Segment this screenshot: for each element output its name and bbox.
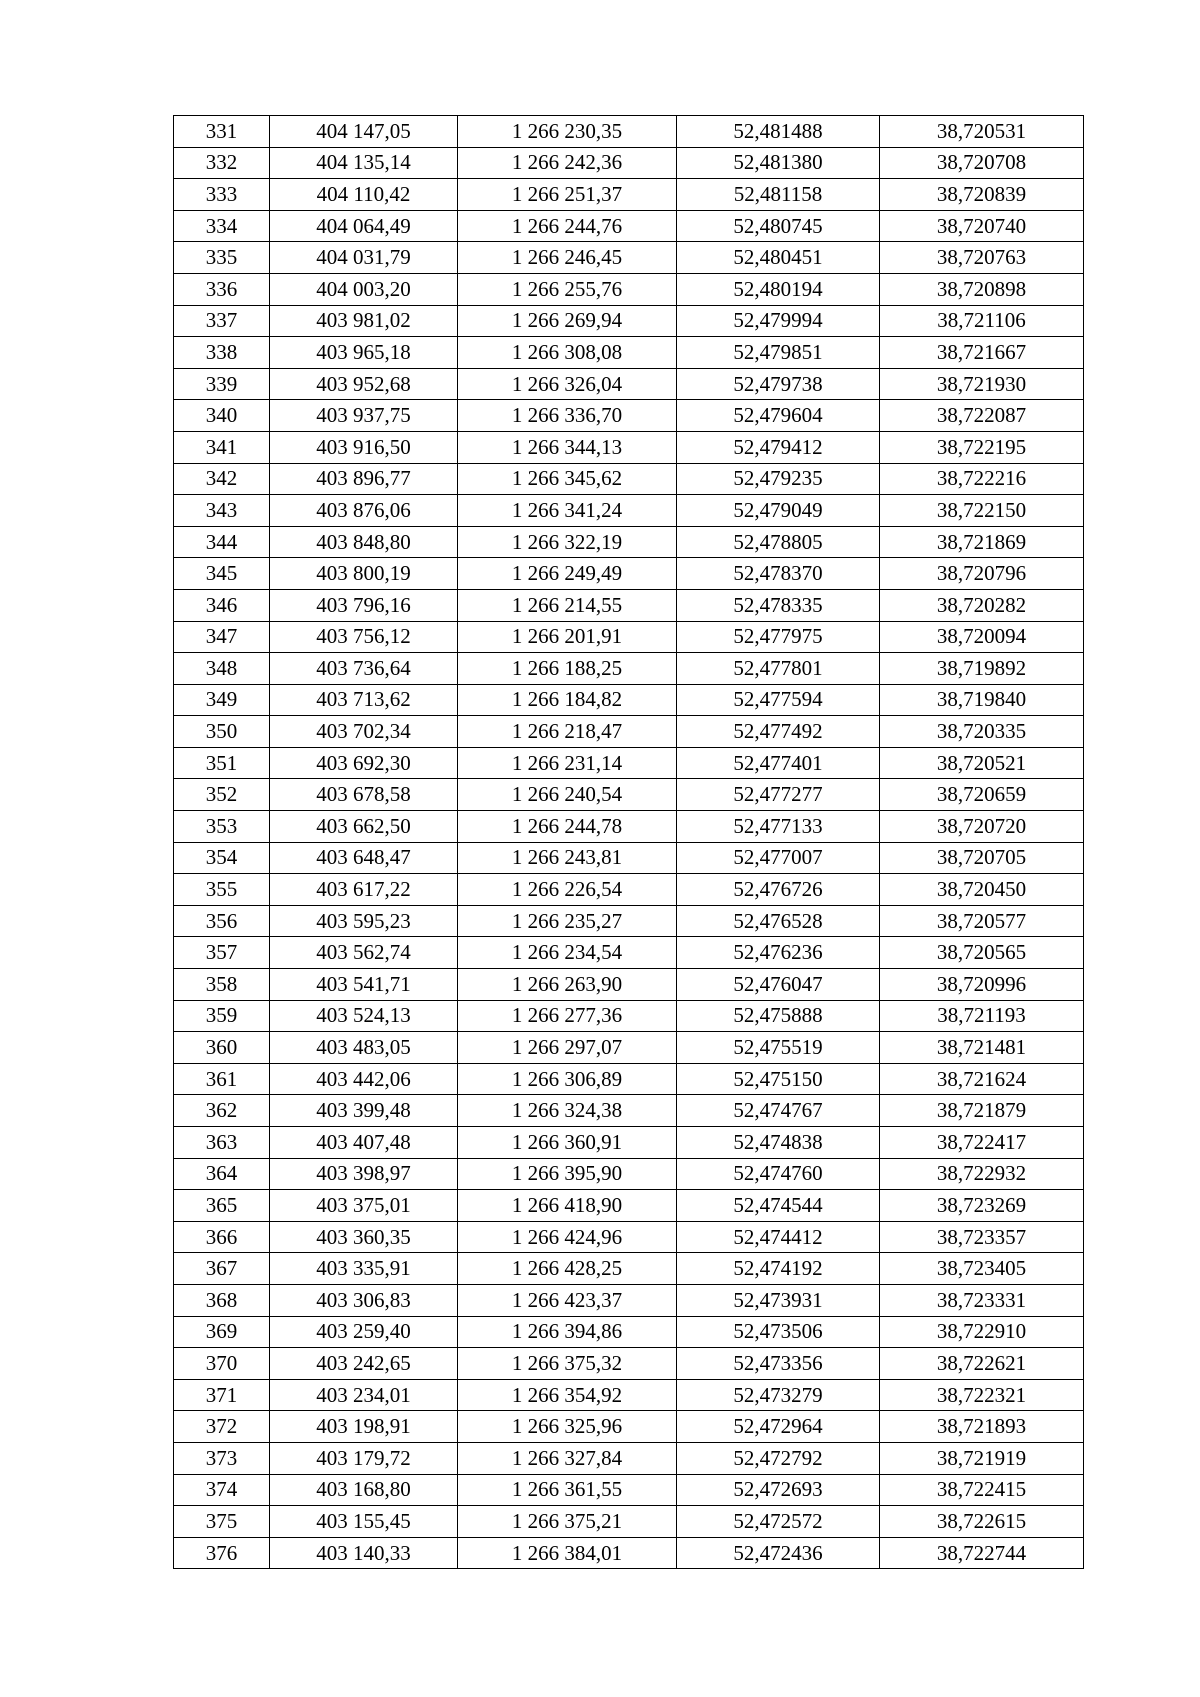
y-coordinate-cell: 1 266 354,92 bbox=[458, 1379, 677, 1411]
latitude-cell: 52,477007 bbox=[677, 842, 880, 874]
table-row bbox=[174, 1000, 1084, 1032]
latitude-cell: 52,472792 bbox=[677, 1442, 880, 1474]
y-coordinate-cell: 1 266 308,08 bbox=[458, 337, 677, 369]
x-coordinate-cell: 403 736,64 bbox=[270, 653, 458, 685]
table-row bbox=[174, 905, 1084, 937]
latitude-cell: 52,474760 bbox=[677, 1158, 880, 1190]
latitude-cell: 52,477133 bbox=[677, 811, 880, 843]
latitude-cell: 52,477492 bbox=[677, 716, 880, 748]
point-number-cell: 376 bbox=[174, 1537, 270, 1569]
y-coordinate-cell: 1 266 360,91 bbox=[458, 1127, 677, 1159]
y-coordinate-cell: 1 266 244,78 bbox=[458, 811, 677, 843]
point-number-cell: 353 bbox=[174, 811, 270, 843]
point-number-cell: 345 bbox=[174, 558, 270, 590]
point-number-cell: 362 bbox=[174, 1095, 270, 1127]
latitude-cell: 52,473931 bbox=[677, 1284, 880, 1316]
longitude-cell: 38,720763 bbox=[880, 242, 1084, 274]
x-coordinate-cell: 403 952,68 bbox=[270, 368, 458, 400]
point-number-cell: 367 bbox=[174, 1253, 270, 1285]
point-number-cell: 373 bbox=[174, 1442, 270, 1474]
point-number-cell: 334 bbox=[174, 210, 270, 242]
latitude-cell: 52,472436 bbox=[677, 1537, 880, 1569]
y-coordinate-cell: 1 266 234,54 bbox=[458, 937, 677, 969]
x-coordinate-cell: 403 595,23 bbox=[270, 905, 458, 937]
y-coordinate-cell: 1 266 375,21 bbox=[458, 1506, 677, 1538]
longitude-cell: 38,720450 bbox=[880, 874, 1084, 906]
x-coordinate-cell: 403 140,33 bbox=[270, 1537, 458, 1569]
latitude-cell: 52,475888 bbox=[677, 1000, 880, 1032]
latitude-cell: 52,479604 bbox=[677, 400, 880, 432]
table-row bbox=[174, 1095, 1084, 1127]
y-coordinate-cell: 1 266 255,76 bbox=[458, 273, 677, 305]
longitude-cell: 38,720720 bbox=[880, 811, 1084, 843]
point-number-cell: 368 bbox=[174, 1284, 270, 1316]
point-number-cell: 340 bbox=[174, 400, 270, 432]
latitude-cell: 52,478370 bbox=[677, 558, 880, 590]
longitude-cell: 38,721869 bbox=[880, 526, 1084, 558]
latitude-cell: 52,473356 bbox=[677, 1348, 880, 1380]
y-coordinate-cell: 1 266 235,27 bbox=[458, 905, 677, 937]
y-coordinate-cell: 1 266 246,45 bbox=[458, 242, 677, 274]
point-number-cell: 349 bbox=[174, 684, 270, 716]
table-row bbox=[174, 684, 1084, 716]
longitude-cell: 38,721930 bbox=[880, 368, 1084, 400]
longitude-cell: 38,721624 bbox=[880, 1063, 1084, 1095]
x-coordinate-cell: 403 375,01 bbox=[270, 1190, 458, 1222]
longitude-cell: 38,720565 bbox=[880, 937, 1084, 969]
table-row bbox=[174, 1379, 1084, 1411]
point-number-cell: 375 bbox=[174, 1506, 270, 1538]
x-coordinate-cell: 403 562,74 bbox=[270, 937, 458, 969]
table-row bbox=[174, 400, 1084, 432]
longitude-cell: 38,720659 bbox=[880, 779, 1084, 811]
table-row bbox=[174, 210, 1084, 242]
longitude-cell: 38,720996 bbox=[880, 969, 1084, 1001]
x-coordinate-cell: 403 876,06 bbox=[270, 495, 458, 527]
longitude-cell: 38,722417 bbox=[880, 1127, 1084, 1159]
x-coordinate-cell: 403 155,45 bbox=[270, 1506, 458, 1538]
point-number-cell: 338 bbox=[174, 337, 270, 369]
y-coordinate-cell: 1 266 326,04 bbox=[458, 368, 677, 400]
x-coordinate-cell: 403 398,97 bbox=[270, 1158, 458, 1190]
latitude-cell: 52,479235 bbox=[677, 463, 880, 495]
longitude-cell: 38,720898 bbox=[880, 273, 1084, 305]
longitude-cell: 38,723269 bbox=[880, 1190, 1084, 1222]
point-number-cell: 337 bbox=[174, 305, 270, 337]
latitude-cell: 52,473279 bbox=[677, 1379, 880, 1411]
y-coordinate-cell: 1 266 184,82 bbox=[458, 684, 677, 716]
longitude-cell: 38,721481 bbox=[880, 1032, 1084, 1064]
point-number-cell: 351 bbox=[174, 747, 270, 779]
x-coordinate-cell: 403 360,35 bbox=[270, 1221, 458, 1253]
y-coordinate-cell: 1 266 251,37 bbox=[458, 179, 677, 211]
latitude-cell: 52,479412 bbox=[677, 431, 880, 463]
latitude-cell: 52,477594 bbox=[677, 684, 880, 716]
latitude-cell: 52,479994 bbox=[677, 305, 880, 337]
latitude-cell: 52,472964 bbox=[677, 1411, 880, 1443]
point-number-cell: 341 bbox=[174, 431, 270, 463]
table-row bbox=[174, 1158, 1084, 1190]
latitude-cell: 52,481158 bbox=[677, 179, 880, 211]
table-row bbox=[174, 1506, 1084, 1538]
x-coordinate-cell: 403 541,71 bbox=[270, 969, 458, 1001]
x-coordinate-cell: 403 168,80 bbox=[270, 1474, 458, 1506]
y-coordinate-cell: 1 266 201,91 bbox=[458, 621, 677, 653]
y-coordinate-cell: 1 266 249,49 bbox=[458, 558, 677, 590]
x-coordinate-cell: 403 399,48 bbox=[270, 1095, 458, 1127]
latitude-cell: 52,475150 bbox=[677, 1063, 880, 1095]
latitude-cell: 52,478335 bbox=[677, 589, 880, 621]
y-coordinate-cell: 1 266 297,07 bbox=[458, 1032, 677, 1064]
y-coordinate-cell: 1 266 361,55 bbox=[458, 1474, 677, 1506]
y-coordinate-cell: 1 266 231,14 bbox=[458, 747, 677, 779]
x-coordinate-cell: 403 407,48 bbox=[270, 1127, 458, 1159]
latitude-cell: 52,479738 bbox=[677, 368, 880, 400]
longitude-cell: 38,720740 bbox=[880, 210, 1084, 242]
latitude-cell: 52,481380 bbox=[677, 147, 880, 179]
y-coordinate-cell: 1 266 218,47 bbox=[458, 716, 677, 748]
longitude-cell: 38,722195 bbox=[880, 431, 1084, 463]
longitude-cell: 38,722621 bbox=[880, 1348, 1084, 1380]
point-number-cell: 332 bbox=[174, 147, 270, 179]
longitude-cell: 38,722216 bbox=[880, 463, 1084, 495]
longitude-cell: 38,720521 bbox=[880, 747, 1084, 779]
x-coordinate-cell: 403 198,91 bbox=[270, 1411, 458, 1443]
latitude-cell: 52,476528 bbox=[677, 905, 880, 937]
point-number-cell: 335 bbox=[174, 242, 270, 274]
point-number-cell: 359 bbox=[174, 1000, 270, 1032]
table-row bbox=[174, 558, 1084, 590]
y-coordinate-cell: 1 266 242,36 bbox=[458, 147, 677, 179]
latitude-cell: 52,476726 bbox=[677, 874, 880, 906]
x-coordinate-cell: 403 179,72 bbox=[270, 1442, 458, 1474]
coordinates-table bbox=[173, 115, 1084, 1569]
latitude-cell: 52,474767 bbox=[677, 1095, 880, 1127]
point-number-cell: 342 bbox=[174, 463, 270, 495]
longitude-cell: 38,721879 bbox=[880, 1095, 1084, 1127]
x-coordinate-cell: 404 003,20 bbox=[270, 273, 458, 305]
point-number-cell: 357 bbox=[174, 937, 270, 969]
y-coordinate-cell: 1 266 214,55 bbox=[458, 589, 677, 621]
latitude-cell: 52,481488 bbox=[677, 116, 880, 148]
x-coordinate-cell: 403 756,12 bbox=[270, 621, 458, 653]
x-coordinate-cell: 403 662,50 bbox=[270, 811, 458, 843]
table-row bbox=[174, 1537, 1084, 1569]
latitude-cell: 52,474412 bbox=[677, 1221, 880, 1253]
table-row bbox=[174, 368, 1084, 400]
point-number-cell: 369 bbox=[174, 1316, 270, 1348]
x-coordinate-cell: 403 796,16 bbox=[270, 589, 458, 621]
y-coordinate-cell: 1 266 324,38 bbox=[458, 1095, 677, 1127]
x-coordinate-cell: 403 981,02 bbox=[270, 305, 458, 337]
table-row bbox=[174, 653, 1084, 685]
longitude-cell: 38,723405 bbox=[880, 1253, 1084, 1285]
point-number-cell: 370 bbox=[174, 1348, 270, 1380]
table-row bbox=[174, 937, 1084, 969]
point-number-cell: 355 bbox=[174, 874, 270, 906]
point-number-cell: 356 bbox=[174, 905, 270, 937]
table-row bbox=[174, 1190, 1084, 1222]
table-row bbox=[174, 1127, 1084, 1159]
latitude-cell: 52,472693 bbox=[677, 1474, 880, 1506]
x-coordinate-cell: 403 848,80 bbox=[270, 526, 458, 558]
y-coordinate-cell: 1 266 263,90 bbox=[458, 969, 677, 1001]
y-coordinate-cell: 1 266 428,25 bbox=[458, 1253, 677, 1285]
y-coordinate-cell: 1 266 322,19 bbox=[458, 526, 677, 558]
x-coordinate-cell: 404 147,05 bbox=[270, 116, 458, 148]
y-coordinate-cell: 1 266 240,54 bbox=[458, 779, 677, 811]
longitude-cell: 38,722321 bbox=[880, 1379, 1084, 1411]
point-number-cell: 352 bbox=[174, 779, 270, 811]
coordinates-table-body bbox=[174, 116, 1084, 1569]
y-coordinate-cell: 1 266 336,70 bbox=[458, 400, 677, 432]
longitude-cell: 38,720335 bbox=[880, 716, 1084, 748]
longitude-cell: 38,720839 bbox=[880, 179, 1084, 211]
longitude-cell: 38,720705 bbox=[880, 842, 1084, 874]
y-coordinate-cell: 1 266 226,54 bbox=[458, 874, 677, 906]
y-coordinate-cell: 1 266 269,94 bbox=[458, 305, 677, 337]
point-number-cell: 372 bbox=[174, 1411, 270, 1443]
table-row bbox=[174, 874, 1084, 906]
point-number-cell: 346 bbox=[174, 589, 270, 621]
latitude-cell: 52,474192 bbox=[677, 1253, 880, 1285]
table-row bbox=[174, 526, 1084, 558]
x-coordinate-cell: 403 617,22 bbox=[270, 874, 458, 906]
longitude-cell: 38,719892 bbox=[880, 653, 1084, 685]
longitude-cell: 38,719840 bbox=[880, 684, 1084, 716]
longitude-cell: 38,721667 bbox=[880, 337, 1084, 369]
y-coordinate-cell: 1 266 345,62 bbox=[458, 463, 677, 495]
latitude-cell: 52,480194 bbox=[677, 273, 880, 305]
point-number-cell: 363 bbox=[174, 1127, 270, 1159]
table-row bbox=[174, 337, 1084, 369]
point-number-cell: 354 bbox=[174, 842, 270, 874]
longitude-cell: 38,720094 bbox=[880, 621, 1084, 653]
x-coordinate-cell: 404 031,79 bbox=[270, 242, 458, 274]
table-row bbox=[174, 1442, 1084, 1474]
table-row bbox=[174, 1253, 1084, 1285]
table-row bbox=[174, 811, 1084, 843]
point-number-cell: 347 bbox=[174, 621, 270, 653]
point-number-cell: 350 bbox=[174, 716, 270, 748]
point-number-cell: 371 bbox=[174, 1379, 270, 1411]
x-coordinate-cell: 403 702,34 bbox=[270, 716, 458, 748]
longitude-cell: 38,720577 bbox=[880, 905, 1084, 937]
point-number-cell: 358 bbox=[174, 969, 270, 1001]
x-coordinate-cell: 403 965,18 bbox=[270, 337, 458, 369]
table-row bbox=[174, 842, 1084, 874]
y-coordinate-cell: 1 266 423,37 bbox=[458, 1284, 677, 1316]
latitude-cell: 52,472572 bbox=[677, 1506, 880, 1538]
table-row bbox=[174, 589, 1084, 621]
x-coordinate-cell: 404 135,14 bbox=[270, 147, 458, 179]
longitude-cell: 38,720531 bbox=[880, 116, 1084, 148]
latitude-cell: 52,480451 bbox=[677, 242, 880, 274]
latitude-cell: 52,476047 bbox=[677, 969, 880, 1001]
longitude-cell: 38,721893 bbox=[880, 1411, 1084, 1443]
y-coordinate-cell: 1 266 418,90 bbox=[458, 1190, 677, 1222]
table-row bbox=[174, 179, 1084, 211]
table-row bbox=[174, 305, 1084, 337]
x-coordinate-cell: 403 242,65 bbox=[270, 1348, 458, 1380]
x-coordinate-cell: 403 678,58 bbox=[270, 779, 458, 811]
x-coordinate-cell: 403 692,30 bbox=[270, 747, 458, 779]
x-coordinate-cell: 403 937,75 bbox=[270, 400, 458, 432]
x-coordinate-cell: 403 442,06 bbox=[270, 1063, 458, 1095]
point-number-cell: 365 bbox=[174, 1190, 270, 1222]
latitude-cell: 52,480745 bbox=[677, 210, 880, 242]
longitude-cell: 38,721919 bbox=[880, 1442, 1084, 1474]
point-number-cell: 361 bbox=[174, 1063, 270, 1095]
table-row bbox=[174, 779, 1084, 811]
x-coordinate-cell: 403 524,13 bbox=[270, 1000, 458, 1032]
point-number-cell: 343 bbox=[174, 495, 270, 527]
longitude-cell: 38,722087 bbox=[880, 400, 1084, 432]
latitude-cell: 52,479049 bbox=[677, 495, 880, 527]
longitude-cell: 38,720708 bbox=[880, 147, 1084, 179]
y-coordinate-cell: 1 266 325,96 bbox=[458, 1411, 677, 1443]
table-row bbox=[174, 1032, 1084, 1064]
y-coordinate-cell: 1 266 244,76 bbox=[458, 210, 677, 242]
longitude-cell: 38,721106 bbox=[880, 305, 1084, 337]
longitude-cell: 38,722910 bbox=[880, 1316, 1084, 1348]
x-coordinate-cell: 403 648,47 bbox=[270, 842, 458, 874]
latitude-cell: 52,477801 bbox=[677, 653, 880, 685]
y-coordinate-cell: 1 266 341,24 bbox=[458, 495, 677, 527]
y-coordinate-cell: 1 266 327,84 bbox=[458, 1442, 677, 1474]
y-coordinate-cell: 1 266 384,01 bbox=[458, 1537, 677, 1569]
point-number-cell: 374 bbox=[174, 1474, 270, 1506]
table-row bbox=[174, 495, 1084, 527]
table-row bbox=[174, 1063, 1084, 1095]
x-coordinate-cell: 403 916,50 bbox=[270, 431, 458, 463]
point-number-cell: 339 bbox=[174, 368, 270, 400]
x-coordinate-cell: 403 306,83 bbox=[270, 1284, 458, 1316]
point-number-cell: 366 bbox=[174, 1221, 270, 1253]
point-number-cell: 348 bbox=[174, 653, 270, 685]
table-row bbox=[174, 716, 1084, 748]
latitude-cell: 52,479851 bbox=[677, 337, 880, 369]
longitude-cell: 38,723331 bbox=[880, 1284, 1084, 1316]
point-number-cell: 364 bbox=[174, 1158, 270, 1190]
y-coordinate-cell: 1 266 344,13 bbox=[458, 431, 677, 463]
longitude-cell: 38,720796 bbox=[880, 558, 1084, 590]
latitude-cell: 52,476236 bbox=[677, 937, 880, 969]
table-row bbox=[174, 747, 1084, 779]
longitude-cell: 38,722150 bbox=[880, 495, 1084, 527]
table-row bbox=[174, 621, 1084, 653]
point-number-cell: 333 bbox=[174, 179, 270, 211]
latitude-cell: 52,477975 bbox=[677, 621, 880, 653]
longitude-cell: 38,721193 bbox=[880, 1000, 1084, 1032]
y-coordinate-cell: 1 266 394,86 bbox=[458, 1316, 677, 1348]
table-row bbox=[174, 273, 1084, 305]
x-coordinate-cell: 404 110,42 bbox=[270, 179, 458, 211]
latitude-cell: 52,477401 bbox=[677, 747, 880, 779]
y-coordinate-cell: 1 266 395,90 bbox=[458, 1158, 677, 1190]
x-coordinate-cell: 403 896,77 bbox=[270, 463, 458, 495]
table-row bbox=[174, 1411, 1084, 1443]
point-number-cell: 344 bbox=[174, 526, 270, 558]
latitude-cell: 52,474544 bbox=[677, 1190, 880, 1222]
latitude-cell: 52,475519 bbox=[677, 1032, 880, 1064]
y-coordinate-cell: 1 266 188,25 bbox=[458, 653, 677, 685]
table-row bbox=[174, 1284, 1084, 1316]
latitude-cell: 52,473506 bbox=[677, 1316, 880, 1348]
table-row bbox=[174, 1474, 1084, 1506]
x-coordinate-cell: 403 335,91 bbox=[270, 1253, 458, 1285]
y-coordinate-cell: 1 266 277,36 bbox=[458, 1000, 677, 1032]
y-coordinate-cell: 1 266 306,89 bbox=[458, 1063, 677, 1095]
y-coordinate-cell: 1 266 230,35 bbox=[458, 116, 677, 148]
table-row bbox=[174, 1348, 1084, 1380]
latitude-cell: 52,477277 bbox=[677, 779, 880, 811]
x-coordinate-cell: 404 064,49 bbox=[270, 210, 458, 242]
table-row bbox=[174, 969, 1084, 1001]
y-coordinate-cell: 1 266 243,81 bbox=[458, 842, 677, 874]
longitude-cell: 38,722744 bbox=[880, 1537, 1084, 1569]
table-row bbox=[174, 1316, 1084, 1348]
table-row bbox=[174, 116, 1084, 148]
point-number-cell: 336 bbox=[174, 273, 270, 305]
longitude-cell: 38,720282 bbox=[880, 589, 1084, 621]
x-coordinate-cell: 403 483,05 bbox=[270, 1032, 458, 1064]
point-number-cell: 331 bbox=[174, 116, 270, 148]
table-row bbox=[174, 242, 1084, 274]
latitude-cell: 52,478805 bbox=[677, 526, 880, 558]
longitude-cell: 38,722415 bbox=[880, 1474, 1084, 1506]
x-coordinate-cell: 403 713,62 bbox=[270, 684, 458, 716]
y-coordinate-cell: 1 266 375,32 bbox=[458, 1348, 677, 1380]
longitude-cell: 38,723357 bbox=[880, 1221, 1084, 1253]
table-row bbox=[174, 463, 1084, 495]
longitude-cell: 38,722615 bbox=[880, 1506, 1084, 1538]
x-coordinate-cell: 403 234,01 bbox=[270, 1379, 458, 1411]
x-coordinate-cell: 403 800,19 bbox=[270, 558, 458, 590]
table-row bbox=[174, 431, 1084, 463]
longitude-cell: 38,722932 bbox=[880, 1158, 1084, 1190]
table-row bbox=[174, 1221, 1084, 1253]
y-coordinate-cell: 1 266 424,96 bbox=[458, 1221, 677, 1253]
latitude-cell: 52,474838 bbox=[677, 1127, 880, 1159]
point-number-cell: 360 bbox=[174, 1032, 270, 1064]
table-row bbox=[174, 147, 1084, 179]
x-coordinate-cell: 403 259,40 bbox=[270, 1316, 458, 1348]
